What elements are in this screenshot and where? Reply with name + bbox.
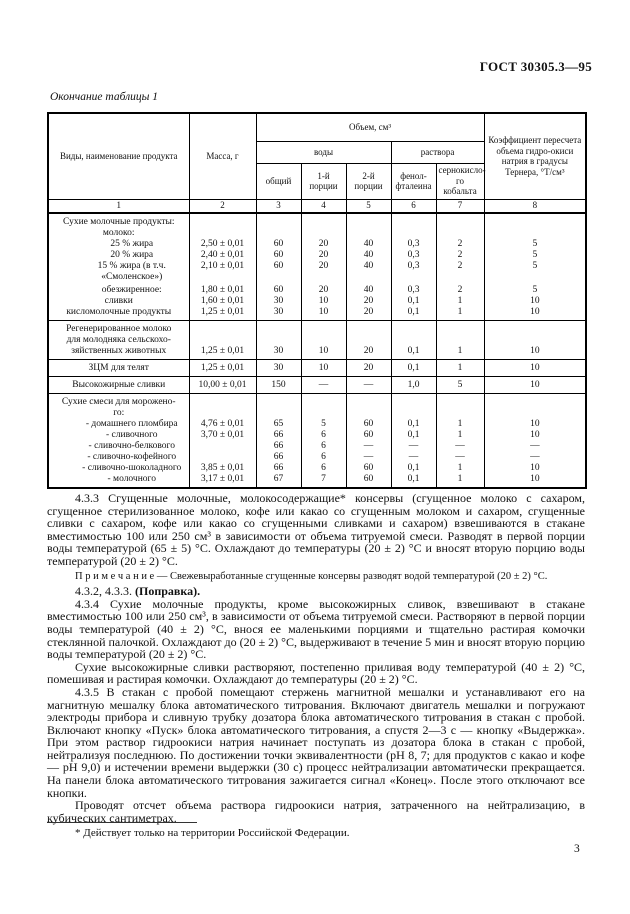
product-name-cell: молоко: bbox=[48, 228, 189, 239]
value-cell bbox=[346, 213, 391, 228]
paragraph-4-3-4: 4.3.4 Сухие молочные продукты, кроме высокожирных сливок, взвешивают в стакане вместимостью 100 или 250 см³, в зависимости от объема титруемой смеси. Растворяют в первой порции воды температурой (40 ± 2) °С, внося ее маленькими порциями и тщательно растирая комочки стеклянной палочкой. Охлаждают до (20 ± 2) °С, выдерживают в течение 5 мин и вносят вторую порцию воды температурой (20 ± 2) °С. bbox=[47, 596, 586, 662]
value-cell: — bbox=[391, 452, 436, 463]
value-cell: 1 bbox=[436, 296, 484, 307]
paragraph-4-3-3: 4.3.3 Сгущенные молочные, молокосодержащие* консервы (сгущенное молоко с сахаром, сгущенное стерилизованное молоко, кофе или какао со сгущенным молоком и сахаром, сгущенные сливки с сахаром, кофе или какао со сгущенными сливками и сахаром) взвешиваются в стакане вместимостью 100 или 250 см³ в зависимости от объема титруемой смеси. Разводят в первой порции воды температурой (65 ± 5) °С. Охлаждают до температуры (20 ± 2) °С и вносят вторую порцию воды температурой (20 ± 2) °С. bbox=[47, 491, 585, 568]
value-cell bbox=[391, 321, 436, 336]
amendment-line bbox=[47, 585, 585, 598]
value-cell bbox=[189, 394, 256, 409]
value-cell: 20 bbox=[346, 307, 391, 321]
value-cell bbox=[346, 272, 391, 285]
amendment-label: (Поправка). bbox=[135, 584, 201, 599]
value-cell: 0,1 bbox=[391, 419, 436, 430]
column-number: 1 bbox=[48, 199, 189, 213]
value-cell: 10 bbox=[484, 307, 586, 321]
product-name-cell: Высокожирные сливки bbox=[48, 377, 189, 394]
value-cell: 65 bbox=[256, 419, 301, 430]
value-cell: 1,25 ± 0,01 bbox=[189, 360, 256, 377]
value-cell: 20 bbox=[301, 261, 346, 272]
value-cell: 66 bbox=[256, 452, 301, 463]
table-row bbox=[48, 261, 586, 272]
value-cell bbox=[391, 272, 436, 285]
value-cell: 20 bbox=[301, 285, 346, 296]
col-header-portion2: 2-й порции bbox=[346, 163, 391, 199]
value-cell bbox=[484, 394, 586, 409]
value-cell: 60 bbox=[346, 419, 391, 430]
value-cell: 7 bbox=[301, 474, 346, 488]
value-cell bbox=[189, 452, 256, 463]
value-cell: 10 bbox=[301, 346, 346, 360]
col-header-solution: раствора bbox=[391, 141, 484, 163]
value-cell: 67 bbox=[256, 474, 301, 488]
paragraph-4-3-5-cont: Проводят отсчет объема раствора гидроокиси натрия, затраченного на нейтрализацию, в кубических сантиметрах. bbox=[47, 798, 585, 825]
value-cell bbox=[436, 213, 484, 228]
product-name-cell: «Смоленское») bbox=[48, 272, 189, 285]
value-cell: — bbox=[484, 441, 586, 452]
value-cell: 40 bbox=[346, 261, 391, 272]
value-cell: 2 bbox=[436, 250, 484, 261]
value-cell: 10 bbox=[301, 307, 346, 321]
value-cell: — bbox=[484, 452, 586, 463]
value-cell bbox=[301, 321, 346, 336]
value-cell: — bbox=[436, 441, 484, 452]
value-cell: 66 bbox=[256, 463, 301, 474]
value-cell: 1 bbox=[436, 474, 484, 488]
value-cell bbox=[189, 408, 256, 419]
table-row bbox=[48, 335, 586, 346]
value-cell: 40 bbox=[346, 250, 391, 261]
value-cell: 6 bbox=[301, 441, 346, 452]
column-numbers-row bbox=[48, 199, 586, 213]
footnote-block bbox=[47, 822, 585, 839]
product-name-cell: Сухие смеси для морожено- bbox=[48, 394, 189, 409]
col-header-portion1: 1-й порции bbox=[301, 163, 346, 199]
value-cell bbox=[436, 272, 484, 285]
value-cell bbox=[256, 213, 301, 228]
value-cell: 60 bbox=[346, 474, 391, 488]
value-cell bbox=[256, 321, 301, 336]
value-cell: 0,1 bbox=[391, 307, 436, 321]
value-cell bbox=[189, 441, 256, 452]
product-name-cell: - сливочного bbox=[48, 430, 189, 441]
value-cell: — bbox=[436, 452, 484, 463]
table-row bbox=[48, 346, 586, 360]
value-cell: 5 bbox=[484, 239, 586, 250]
value-cell: 30 bbox=[256, 307, 301, 321]
value-cell: 2 bbox=[436, 239, 484, 250]
value-cell: 10 bbox=[484, 430, 586, 441]
value-cell bbox=[484, 213, 586, 228]
value-cell bbox=[391, 228, 436, 239]
value-cell: 60 bbox=[346, 430, 391, 441]
value-cell: 60 bbox=[256, 285, 301, 296]
product-name-cell: обезжиренное: bbox=[48, 285, 189, 296]
table-row bbox=[48, 377, 586, 394]
value-cell: — bbox=[391, 441, 436, 452]
value-cell: 20 bbox=[301, 239, 346, 250]
value-cell bbox=[346, 408, 391, 419]
value-cell bbox=[301, 335, 346, 346]
value-cell: 1,80 ± 0,01 bbox=[189, 285, 256, 296]
value-cell: 6 bbox=[301, 452, 346, 463]
value-cell: 60 bbox=[256, 239, 301, 250]
value-cell bbox=[436, 228, 484, 239]
product-name-cell: - сливочно-белкового bbox=[48, 441, 189, 452]
value-cell: 20 bbox=[346, 360, 391, 377]
value-cell: 60 bbox=[256, 250, 301, 261]
column-number: 8 bbox=[484, 199, 586, 213]
col-header-volume: Объем, см³ bbox=[256, 113, 484, 141]
col-header-total: общий bbox=[256, 163, 301, 199]
column-number: 6 bbox=[391, 199, 436, 213]
value-cell: 3,85 ± 0,01 bbox=[189, 463, 256, 474]
footnote-text: * Действует только на территории Российской Федерации. bbox=[75, 827, 350, 839]
table-row bbox=[48, 250, 586, 261]
value-cell bbox=[256, 335, 301, 346]
value-cell: 0,1 bbox=[391, 360, 436, 377]
col-header-phenolphthalein: фенол-фталеина bbox=[391, 163, 436, 199]
table-row bbox=[48, 463, 586, 474]
table-row bbox=[48, 239, 586, 250]
col-header-water: воды bbox=[256, 141, 391, 163]
table-row bbox=[48, 360, 586, 377]
value-cell: 66 bbox=[256, 441, 301, 452]
table-caption: Окончание таблицы 1 bbox=[50, 91, 158, 103]
product-name-cell: - сливочно-кофейного bbox=[48, 452, 189, 463]
value-cell: 30 bbox=[256, 360, 301, 377]
table-row bbox=[48, 419, 586, 430]
col-header-coefficient: Коэффициент пересчета объема гидро-окиси натрия в градусы Тернера, °Т/см³ bbox=[484, 113, 586, 199]
paragraph-4-3-4-cont: Сухие высокожирные сливки растворяют, постепенно приливая воду температурой (40 ± 2) °С, помешивая и растирая комочки. Охлаждают до температуры (20 ± 2) °С. bbox=[47, 659, 585, 687]
value-cell: 3,70 ± 0,01 bbox=[189, 430, 256, 441]
table-row bbox=[48, 394, 586, 409]
value-cell bbox=[484, 228, 586, 239]
product-name-cell: сливки bbox=[48, 296, 189, 307]
value-cell: 0,1 bbox=[391, 296, 436, 307]
table-body bbox=[48, 213, 586, 488]
value-cell bbox=[189, 335, 256, 346]
value-cell bbox=[484, 408, 586, 419]
value-cell: 10 bbox=[301, 360, 346, 377]
value-cell: 6 bbox=[301, 430, 346, 441]
value-cell bbox=[256, 272, 301, 285]
value-cell: 10 bbox=[484, 463, 586, 474]
value-cell bbox=[189, 272, 256, 285]
value-cell: 2 bbox=[436, 261, 484, 272]
value-cell: 5 bbox=[484, 261, 586, 272]
value-cell: 0,1 bbox=[391, 430, 436, 441]
table-row bbox=[48, 441, 586, 452]
value-cell: 10,00 ± 0,01 bbox=[189, 377, 256, 394]
value-cell bbox=[346, 335, 391, 346]
document-text bbox=[47, 492, 585, 824]
value-cell: 10 bbox=[484, 474, 586, 488]
col-header-mass: Масса, г bbox=[189, 113, 256, 199]
value-cell bbox=[391, 408, 436, 419]
value-cell: 1 bbox=[436, 419, 484, 430]
value-cell: 20 bbox=[346, 346, 391, 360]
value-cell: 10 bbox=[484, 360, 586, 377]
value-cell bbox=[484, 272, 586, 285]
doc-number: ГОСТ 30305.3—95 bbox=[479, 59, 592, 74]
value-cell: 0,3 bbox=[391, 239, 436, 250]
product-name-cell: 15 % жира (в т.ч. bbox=[48, 261, 189, 272]
product-name-cell: го: bbox=[48, 408, 189, 419]
page-number: 3 bbox=[574, 843, 580, 855]
product-name-cell: Сухие молочные продукты: bbox=[48, 213, 189, 228]
note-paragraph: П р и м е ч а н и е — Свежевыработанные сгущенные консервы разводят водой температурой (20 ± 2) °С. bbox=[75, 570, 548, 582]
value-cell bbox=[301, 228, 346, 239]
value-cell bbox=[346, 228, 391, 239]
value-cell bbox=[256, 408, 301, 419]
column-number: 3 bbox=[256, 199, 301, 213]
value-cell: 0,3 bbox=[391, 261, 436, 272]
value-cell: 1 bbox=[436, 307, 484, 321]
value-cell: 66 bbox=[256, 430, 301, 441]
value-cell: 150 bbox=[256, 377, 301, 394]
value-cell: 2,40 ± 0,01 bbox=[189, 250, 256, 261]
col-header-product: Виды, наименование продукта bbox=[48, 113, 189, 199]
value-cell: 40 bbox=[346, 285, 391, 296]
value-cell bbox=[301, 213, 346, 228]
column-number: 5 bbox=[346, 199, 391, 213]
value-cell bbox=[189, 213, 256, 228]
value-cell: 10 bbox=[484, 419, 586, 430]
value-cell: 10 bbox=[484, 296, 586, 307]
value-cell: 1 bbox=[436, 430, 484, 441]
table-row bbox=[48, 296, 586, 307]
value-cell bbox=[301, 408, 346, 419]
value-cell: 10 bbox=[301, 296, 346, 307]
value-cell: — bbox=[346, 377, 391, 394]
value-cell bbox=[484, 335, 586, 346]
product-name-cell: - молочного bbox=[48, 474, 189, 488]
value-cell: 3,17 ± 0,01 bbox=[189, 474, 256, 488]
value-cell bbox=[436, 335, 484, 346]
value-cell: 0,1 bbox=[391, 474, 436, 488]
table-row bbox=[48, 430, 586, 441]
table-row bbox=[48, 321, 586, 336]
col-header-cobalt-sulfate: сернокисло-го кобальта bbox=[436, 163, 484, 199]
paragraph-4-3-5: 4.3.5 В стакан с пробой помещают стержень магнитной мешалки и устанавливают его на магнитную мешалку блока автоматического титрования. Включают двигатель мешалки и погружают электроды прибора и сливную трубку дозатора блока автоматического титрования в стакан с пробой. Включают кнопку «Пуск» блока автоматического титрования, а спустя 2—3 с — кнопку «Выдержка». При этом раствор гидроокиси натрия начинает поступать из дозатора блока в стакан с пробой, нейтрализуя последнюю. По достижении точки эквивалентности (рН 8, 7; для продуктов с какао и кофе — рН 9,0) и истечении времени выдержки (30 с) процесс нейтрализации автоматически прекращается. На панели блока автоматического титрования зажигается сигнал «Конец». После этого отключают все кнопки. bbox=[47, 684, 585, 800]
table-header bbox=[48, 113, 586, 213]
value-cell: 30 bbox=[256, 296, 301, 307]
value-cell: 1,25 ± 0,01 bbox=[189, 346, 256, 360]
value-cell: 4,76 ± 0,01 bbox=[189, 419, 256, 430]
product-name-cell: - сливочно-шоколадного bbox=[48, 463, 189, 474]
value-cell: 2,10 ± 0,01 bbox=[189, 261, 256, 272]
value-cell: 1,25 ± 0,01 bbox=[189, 307, 256, 321]
value-cell bbox=[346, 394, 391, 409]
value-cell: 10 bbox=[484, 346, 586, 360]
product-name-cell: кисломолочные продукты bbox=[48, 307, 189, 321]
value-cell: 2,50 ± 0,01 bbox=[189, 239, 256, 250]
value-cell bbox=[189, 321, 256, 336]
value-cell: 10 bbox=[484, 377, 586, 394]
value-cell: 2 bbox=[436, 285, 484, 296]
table-row bbox=[48, 228, 586, 239]
column-number: 2 bbox=[189, 199, 256, 213]
product-name-cell: 25 % жира bbox=[48, 239, 189, 250]
value-cell: 5 bbox=[301, 419, 346, 430]
value-cell: 5 bbox=[436, 377, 484, 394]
value-cell: — bbox=[346, 441, 391, 452]
table-row bbox=[48, 213, 586, 228]
value-cell bbox=[256, 228, 301, 239]
value-cell: 5 bbox=[484, 250, 586, 261]
product-name-cell: для молодняка сельскохо- bbox=[48, 335, 189, 346]
value-cell bbox=[436, 408, 484, 419]
amendment-refs: 4.3.2, 4.3.3. bbox=[75, 584, 135, 599]
value-cell bbox=[484, 321, 586, 336]
product-name-cell: зяйственных животных bbox=[48, 346, 189, 360]
products-table bbox=[47, 112, 587, 489]
value-cell: 1,0 bbox=[391, 377, 436, 394]
value-cell bbox=[436, 394, 484, 409]
value-cell: 40 bbox=[346, 239, 391, 250]
value-cell: 0,3 bbox=[391, 285, 436, 296]
value-cell: 0,1 bbox=[391, 346, 436, 360]
value-cell: — bbox=[346, 452, 391, 463]
value-cell: 1,60 ± 0,01 bbox=[189, 296, 256, 307]
column-number: 7 bbox=[436, 199, 484, 213]
table-row bbox=[48, 272, 586, 285]
value-cell bbox=[436, 321, 484, 336]
value-cell: 6 bbox=[301, 463, 346, 474]
value-cell: 0,3 bbox=[391, 250, 436, 261]
value-cell: 60 bbox=[256, 261, 301, 272]
value-cell: 1 bbox=[436, 360, 484, 377]
value-cell bbox=[256, 394, 301, 409]
value-cell: 30 bbox=[256, 346, 301, 360]
table-row bbox=[48, 307, 586, 321]
value-cell: 0,1 bbox=[391, 463, 436, 474]
product-name-cell: ЗЦМ для телят bbox=[48, 360, 189, 377]
table-row bbox=[48, 452, 586, 463]
value-cell bbox=[301, 394, 346, 409]
table-row bbox=[48, 285, 586, 296]
value-cell: 20 bbox=[301, 250, 346, 261]
value-cell: 60 bbox=[346, 463, 391, 474]
value-cell bbox=[391, 394, 436, 409]
value-cell: 20 bbox=[346, 296, 391, 307]
table-row bbox=[48, 474, 586, 488]
table-row bbox=[48, 408, 586, 419]
value-cell bbox=[346, 321, 391, 336]
footnote-rule bbox=[47, 822, 197, 823]
value-cell bbox=[391, 213, 436, 228]
column-number: 4 bbox=[301, 199, 346, 213]
value-cell: — bbox=[301, 377, 346, 394]
product-name-cell: Регенерированное молоко bbox=[48, 321, 189, 336]
value-cell bbox=[391, 335, 436, 346]
value-cell: 1 bbox=[436, 346, 484, 360]
value-cell: 5 bbox=[484, 285, 586, 296]
value-cell bbox=[301, 272, 346, 285]
product-name-cell: 20 % жира bbox=[48, 250, 189, 261]
value-cell bbox=[189, 228, 256, 239]
product-name-cell: - домашнего пломбира bbox=[48, 419, 189, 430]
value-cell: 1 bbox=[436, 463, 484, 474]
